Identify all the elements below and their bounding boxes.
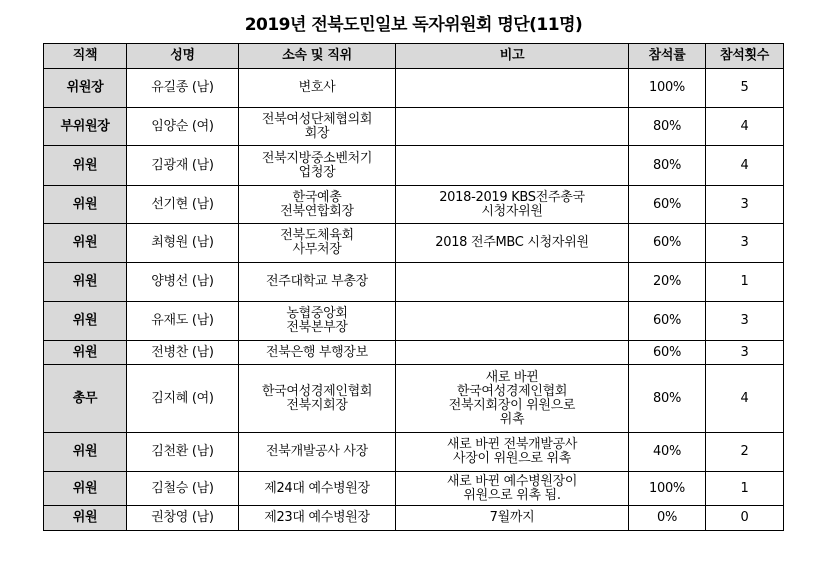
affiliation-cell: 변호사: [239, 69, 396, 108]
table-row: [44, 108, 784, 146]
table-row: [44, 186, 784, 224]
role-cell: 위원: [44, 302, 127, 341]
role-cell: 부위원장: [44, 108, 127, 146]
note-cell: 새로 바뀐 전북개발공사 사장이 위원으로 위촉: [396, 433, 629, 472]
page-title: 2019년 전북도민일보 독자위원회 명단(11명): [244, 15, 583, 35]
note-cell: 2018-2019 KBS전주총국 시청자위원: [396, 186, 629, 224]
rate-cell: 60%: [629, 186, 706, 224]
name-cell: 김천환 (남): [127, 433, 239, 472]
count-cell: 1: [706, 472, 784, 506]
name-cell: 권창영 (남): [127, 506, 239, 531]
table-row: [44, 433, 784, 472]
affiliation-cell: 제23대 예수병원장: [239, 506, 396, 531]
table-row: [44, 69, 784, 108]
role-cell: 위원: [44, 186, 127, 224]
affiliation-cell: 제24대 예수병원장: [239, 472, 396, 506]
column-header-rate: 참석률: [629, 44, 706, 69]
table-header-row: [44, 44, 784, 69]
rate-cell: 100%: [629, 472, 706, 506]
name-cell: 김광재 (남): [127, 146, 239, 186]
role-cell: 위원장: [44, 69, 127, 108]
note-cell: [396, 302, 629, 341]
note-cell: [396, 108, 629, 146]
affiliation-cell: 한국예총 전북연합회장: [239, 186, 396, 224]
count-cell: 0: [706, 506, 784, 531]
affiliation-cell: 전북은행 부행장보: [239, 341, 396, 365]
role-cell: 위원: [44, 472, 127, 506]
affiliation-cell: 전북도체육회 사무처장: [239, 224, 396, 263]
note-cell: [396, 69, 629, 108]
rate-cell: 80%: [629, 365, 706, 433]
name-cell: 양병선 (남): [127, 263, 239, 302]
role-cell: 위원: [44, 146, 127, 186]
note-cell: [396, 146, 629, 186]
note-cell: 7월까지: [396, 506, 629, 531]
role-cell: 위원: [44, 506, 127, 531]
name-cell: 전병찬 (남): [127, 341, 239, 365]
column-header-count: 참석횟수: [706, 44, 784, 69]
column-header-name: 성명: [127, 44, 239, 69]
note-cell: 새로 바뀐 한국여성경제인협회 전북지회장이 위원으로 위촉: [396, 365, 629, 433]
note-cell: [396, 341, 629, 365]
table-row: [44, 341, 784, 365]
role-cell: 총무: [44, 365, 127, 433]
column-header-role: 직책: [44, 44, 127, 69]
table-row: [44, 263, 784, 302]
rate-cell: 60%: [629, 224, 706, 263]
count-cell: 3: [706, 186, 784, 224]
rate-cell: 80%: [629, 108, 706, 146]
name-cell: 김철승 (남): [127, 472, 239, 506]
rate-cell: 100%: [629, 69, 706, 108]
affiliation-cell: 농협중앙회 전북본부장: [239, 302, 396, 341]
note-cell: 2018 전주MBC 시청자위원: [396, 224, 629, 263]
role-cell: 위원: [44, 224, 127, 263]
count-cell: 3: [706, 341, 784, 365]
count-cell: 2: [706, 433, 784, 472]
table-row: [44, 224, 784, 263]
note-cell: [396, 263, 629, 302]
name-cell: 유길종 (남): [127, 69, 239, 108]
role-cell: 위원: [44, 433, 127, 472]
table-row: [44, 506, 784, 531]
table-row: [44, 146, 784, 186]
rate-cell: 80%: [629, 146, 706, 186]
rate-cell: 40%: [629, 433, 706, 472]
column-header-affiliation: 소속 및 직위: [239, 44, 396, 69]
count-cell: 3: [706, 302, 784, 341]
name-cell: 최형원 (남): [127, 224, 239, 263]
rate-cell: 60%: [629, 341, 706, 365]
affiliation-cell: 전북여성단체협의회 회장: [239, 108, 396, 146]
count-cell: 4: [706, 108, 784, 146]
table-row: [44, 302, 784, 341]
role-cell: 위원: [44, 341, 127, 365]
table-row: [44, 472, 784, 506]
committee-table: [43, 43, 784, 531]
affiliation-cell: 전북지방중소벤처기 업청장: [239, 146, 396, 186]
role-cell: 위원: [44, 263, 127, 302]
affiliation-cell: 한국여성경제인협회 전북지회장: [239, 365, 396, 433]
name-cell: 선기현 (남): [127, 186, 239, 224]
note-cell: 새로 바뀐 예수병원장이 위원으로 위촉 됨.: [396, 472, 629, 506]
rate-cell: 0%: [629, 506, 706, 531]
count-cell: 1: [706, 263, 784, 302]
affiliation-cell: 전주대학교 부총장: [239, 263, 396, 302]
table-row: [44, 365, 784, 433]
count-cell: 5: [706, 69, 784, 108]
column-header-note: 비고: [396, 44, 629, 69]
affiliation-cell: 전북개발공사 사장: [239, 433, 396, 472]
name-cell: 임양순 (여): [127, 108, 239, 146]
count-cell: 3: [706, 224, 784, 263]
name-cell: 유재도 (남): [127, 302, 239, 341]
count-cell: 4: [706, 365, 784, 433]
rate-cell: 20%: [629, 263, 706, 302]
name-cell: 김지혜 (여): [127, 365, 239, 433]
count-cell: 4: [706, 146, 784, 186]
rate-cell: 60%: [629, 302, 706, 341]
